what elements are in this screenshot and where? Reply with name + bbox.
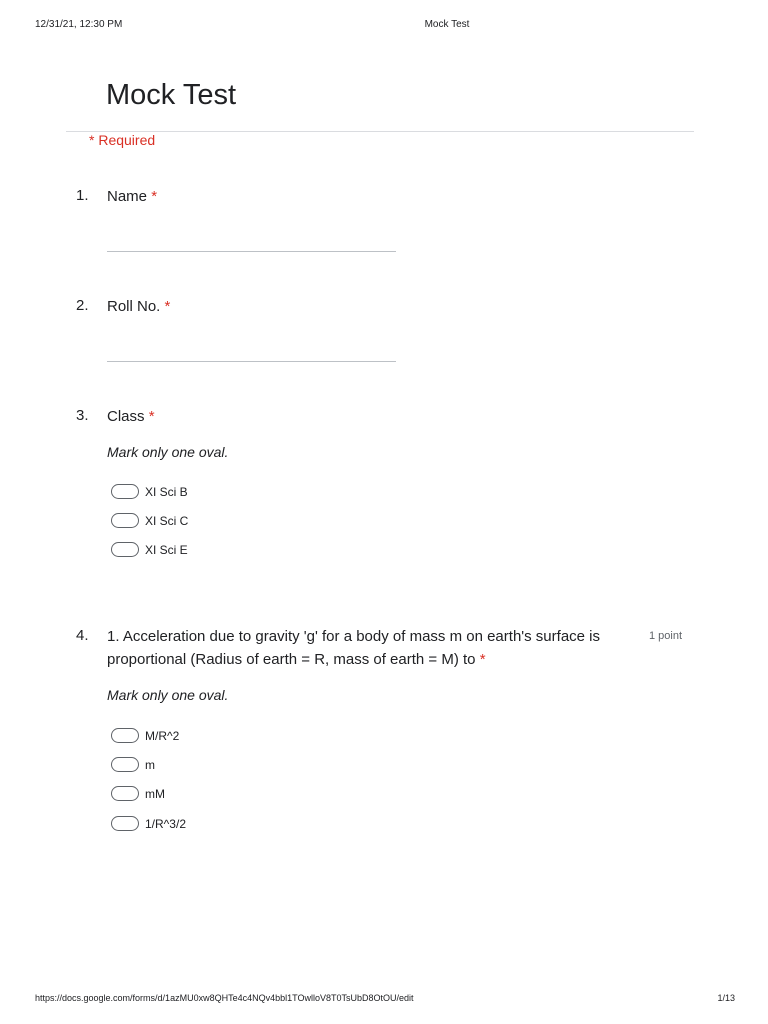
name-answer-field[interactable] xyxy=(107,251,396,252)
radio-option-m[interactable] xyxy=(111,756,155,773)
radio-oval-icon[interactable] xyxy=(111,728,139,743)
required-star: * xyxy=(479,651,486,668)
radio-option-1-r3-2[interactable] xyxy=(111,815,186,832)
radio-option-xi-sci-e[interactable] xyxy=(111,541,188,558)
question-title-roll-no xyxy=(107,295,170,318)
option-label: M/R^2 xyxy=(145,728,180,743)
print-footer-url: https://docs.google.com/forms/d/1azMU0xw8QHTe4c4NQv4bbl1TOwlloV8T0TsUbD8OtOU/edit xyxy=(35,993,414,1003)
question-title-line: 1. Acceleration due to gravity 'g' for a body of mass m on earth's surface is xyxy=(107,628,601,645)
radio-option-xi-sci-c[interactable] xyxy=(111,512,188,529)
title-divider xyxy=(66,131,694,132)
question-title-text: Name xyxy=(107,188,148,205)
question-title-line: proportional (Radius of earth = R, mass of earth = M) to xyxy=(107,651,476,668)
required-star: * xyxy=(164,298,171,315)
question-number: 3. xyxy=(76,407,89,424)
print-footer-page-number: 1/13 xyxy=(717,993,735,1003)
option-label: 1/R^3/2 xyxy=(145,816,186,831)
radio-oval-icon[interactable] xyxy=(111,484,139,499)
question-hint: Mark only one oval. xyxy=(107,687,229,703)
radio-oval-icon[interactable] xyxy=(111,786,139,801)
question-number: 4. xyxy=(76,627,89,644)
roll-no-answer-field[interactable] xyxy=(107,361,396,362)
option-label: XI Sci B xyxy=(145,484,188,499)
required-star: * xyxy=(148,408,155,425)
radio-option-xi-sci-b[interactable] xyxy=(111,483,188,500)
question-title-text: Class xyxy=(107,408,145,425)
print-header-datetime: 12/31/21, 12:30 PM xyxy=(35,19,123,30)
form-title: Mock Test xyxy=(106,79,237,111)
print-header-title: Mock Test xyxy=(424,19,470,30)
radio-option-mm[interactable] xyxy=(111,785,165,802)
required-star: * xyxy=(151,188,158,205)
question-title-text: Roll No. xyxy=(107,298,161,315)
option-label: mM xyxy=(145,786,165,801)
question-title-class xyxy=(107,405,155,428)
question-hint: Mark only one oval. xyxy=(107,444,229,460)
radio-option-m-r2[interactable] xyxy=(111,727,179,744)
points-label: 1 point xyxy=(649,630,683,642)
radio-oval-icon[interactable] xyxy=(111,816,139,831)
radio-oval-icon[interactable] xyxy=(111,542,139,557)
question-title-gravity xyxy=(107,625,627,671)
radio-oval-icon[interactable] xyxy=(111,757,139,772)
required-note: * Required xyxy=(89,132,156,148)
question-number: 1. xyxy=(76,187,89,204)
question-title-name xyxy=(107,185,157,208)
radio-oval-icon[interactable] xyxy=(111,513,139,528)
option-label: m xyxy=(145,757,155,772)
option-label: XI Sci E xyxy=(145,542,188,557)
option-label: XI Sci C xyxy=(145,513,189,528)
question-number: 2. xyxy=(76,297,89,314)
